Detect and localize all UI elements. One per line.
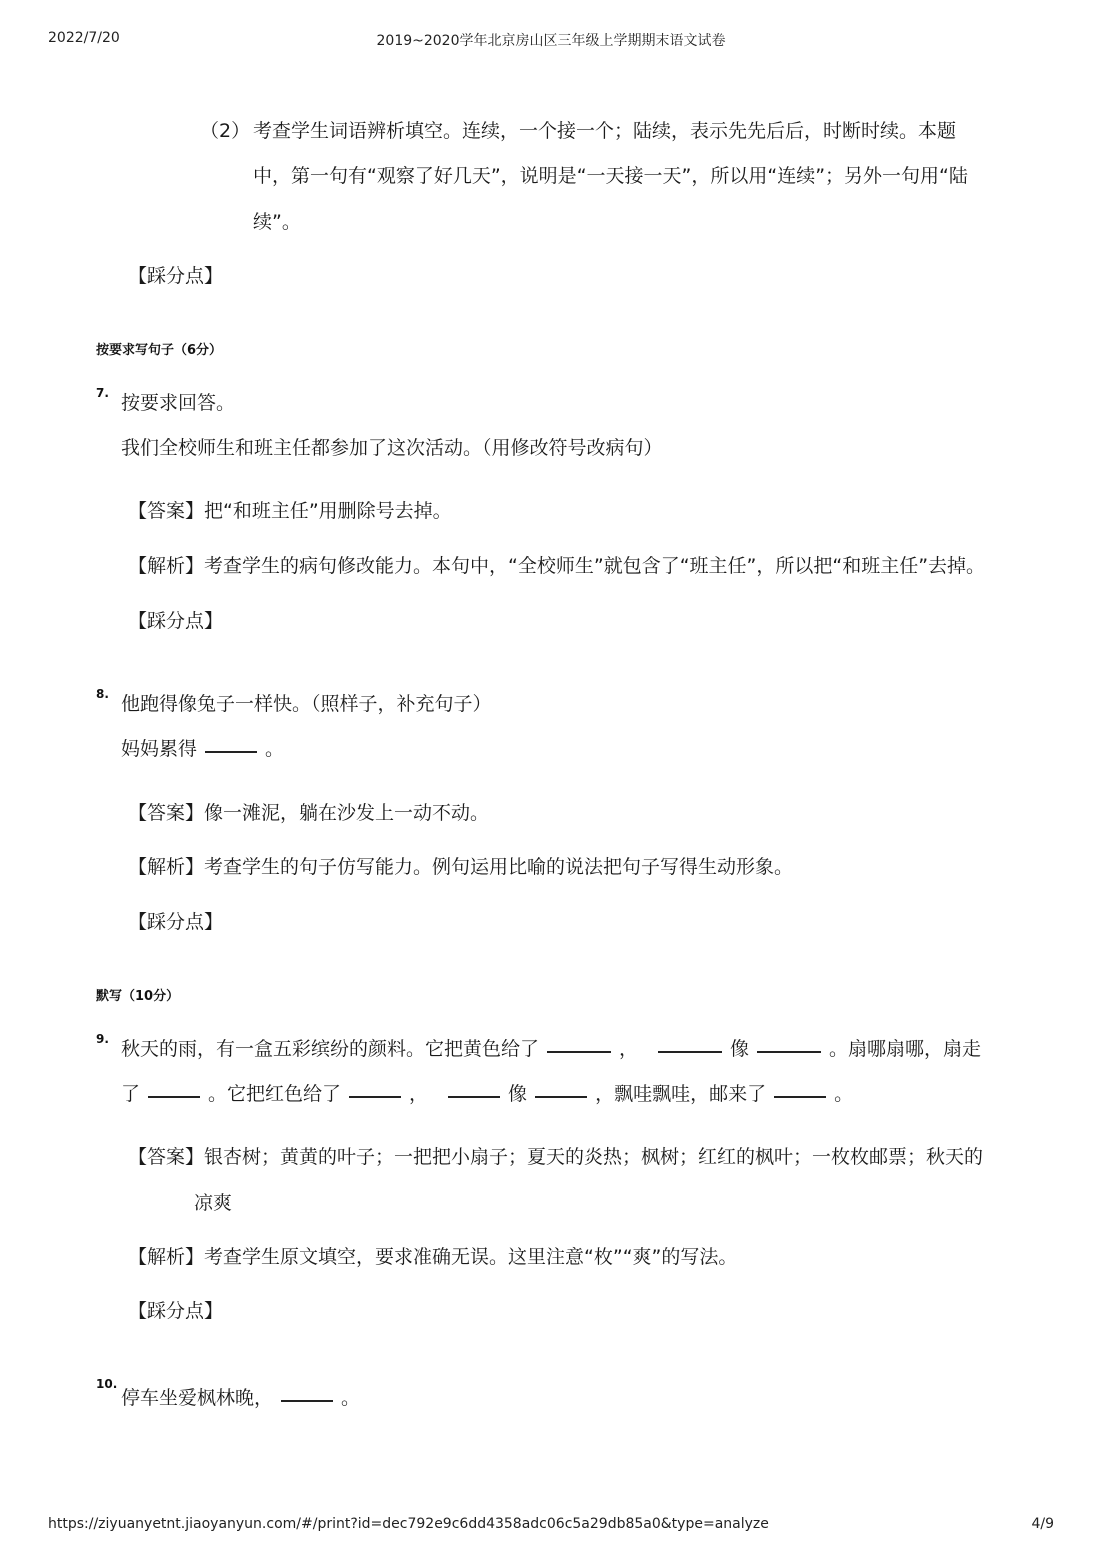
- analysis-line: 中，第一句有“观察了好几天”，说明是“一天接一天”，所以用“连续”；另外一句用“陆: [253, 165, 968, 187]
- answer-blank: [658, 1033, 722, 1053]
- scoring-points-label: 【踩分点】: [128, 610, 224, 632]
- fill-text: ，飘哇飘哇，邮来了: [595, 1083, 767, 1105]
- analysis-line: 考查学生词语辨析填空。连续，一个接一个；陆续，表示先先后后，时断时续。本题: [253, 120, 957, 142]
- scoring-points-label: 【踩分点】: [128, 1300, 224, 1322]
- answer-blank: [547, 1033, 611, 1053]
- fill-sentence: [121, 1034, 981, 1061]
- answer-text: 【答案】银杏树；黄黄的叶子；一把把小扇子；夏天的炎热；枫树；红红的枫叶；一枚枚邮票；秋天的: [128, 1146, 984, 1168]
- question-number: 10.: [96, 1377, 118, 1391]
- fill-sentence: [121, 734, 284, 761]
- fill-suffix: 。: [265, 738, 285, 760]
- fill-text: 。扇哪扇哪，扇走: [829, 1038, 982, 1060]
- answer-blank: [349, 1078, 401, 1098]
- answer-blank: [281, 1382, 333, 1402]
- question-number: 9.: [96, 1032, 109, 1046]
- fill-text: ，: [409, 1083, 429, 1105]
- answer-blank: [774, 1078, 826, 1098]
- answer-text: 【答案】像一滩泥，躺在沙发上一动不动。: [128, 802, 490, 824]
- answer-text: 凉爽: [194, 1192, 233, 1214]
- answer-blank: [757, 1033, 821, 1053]
- question-prompt: 按要求回答。: [121, 392, 236, 414]
- scoring-points-label: 【踩分点】: [128, 911, 224, 933]
- scoring-points-label: 【踩分点】: [128, 265, 224, 287]
- analysis-text: 【解析】考查学生的病句修改能力。本句中，“全校师生”就包含了“班主任”，所以把“和班主任”去掉。: [128, 555, 986, 577]
- answer-blank: [448, 1078, 500, 1098]
- fill-text: 。它把红色给了: [208, 1083, 342, 1105]
- fill-text: 秋天的雨，有一盒五彩缤纷的颜料。它把黄色给了: [121, 1038, 540, 1060]
- fill-text: 。: [341, 1387, 361, 1409]
- fill-text: 。: [834, 1083, 854, 1105]
- fill-text: ，: [619, 1038, 639, 1060]
- page-number: 4/9: [1031, 1516, 1054, 1532]
- section-heading-dictation: 默写（10分）: [96, 989, 180, 1004]
- fill-sentence: [121, 1079, 853, 1106]
- fill-text: 像: [730, 1038, 750, 1060]
- question-prompt: 他跑得像兔子一样快。（照样子，补充句子）: [121, 693, 492, 715]
- analysis-text: 【解析】考查学生原文填空，要求准确无误。这里注意“枚”“爽”的写法。: [128, 1246, 738, 1268]
- print-footer-url: https://ziyuanyetnt.jiaoyanyun.com/#/print?id=dec792e9c6dd4358adc06c5a29db85a0&type=analyze: [48, 1516, 769, 1532]
- question-text: 我们全校师生和班主任都参加了这次活动。（用修改符号改病句）: [121, 437, 663, 459]
- answer-blank: [148, 1078, 200, 1098]
- analysis-text: 【解析】考查学生的句子仿写能力。例句运用比喻的说法把句子写得生动形象。: [128, 856, 794, 878]
- print-header-title: 2019~2020学年北京房山区三年级上学期期末语文试卷: [376, 33, 726, 49]
- answer-text: 【答案】把“和班主任”用删除号去掉。: [128, 500, 452, 522]
- fill-text: 像: [508, 1083, 528, 1105]
- fill-text: 了: [121, 1083, 141, 1105]
- print-date: 2022/7/20: [48, 30, 120, 46]
- fill-prefix: 妈妈累得: [121, 738, 198, 760]
- answer-blank: [205, 733, 257, 753]
- answer-blank: [535, 1078, 587, 1098]
- question-number: 7.: [96, 386, 109, 400]
- fill-sentence: [121, 1383, 360, 1410]
- analysis-part-label: （2）: [200, 120, 251, 142]
- fill-text: 停车坐爱枫林晚，: [121, 1387, 274, 1409]
- section-heading-sentences: 按要求写句子（6分）: [96, 343, 223, 358]
- analysis-line: 续”。: [253, 211, 301, 233]
- question-number: 8.: [96, 687, 109, 701]
